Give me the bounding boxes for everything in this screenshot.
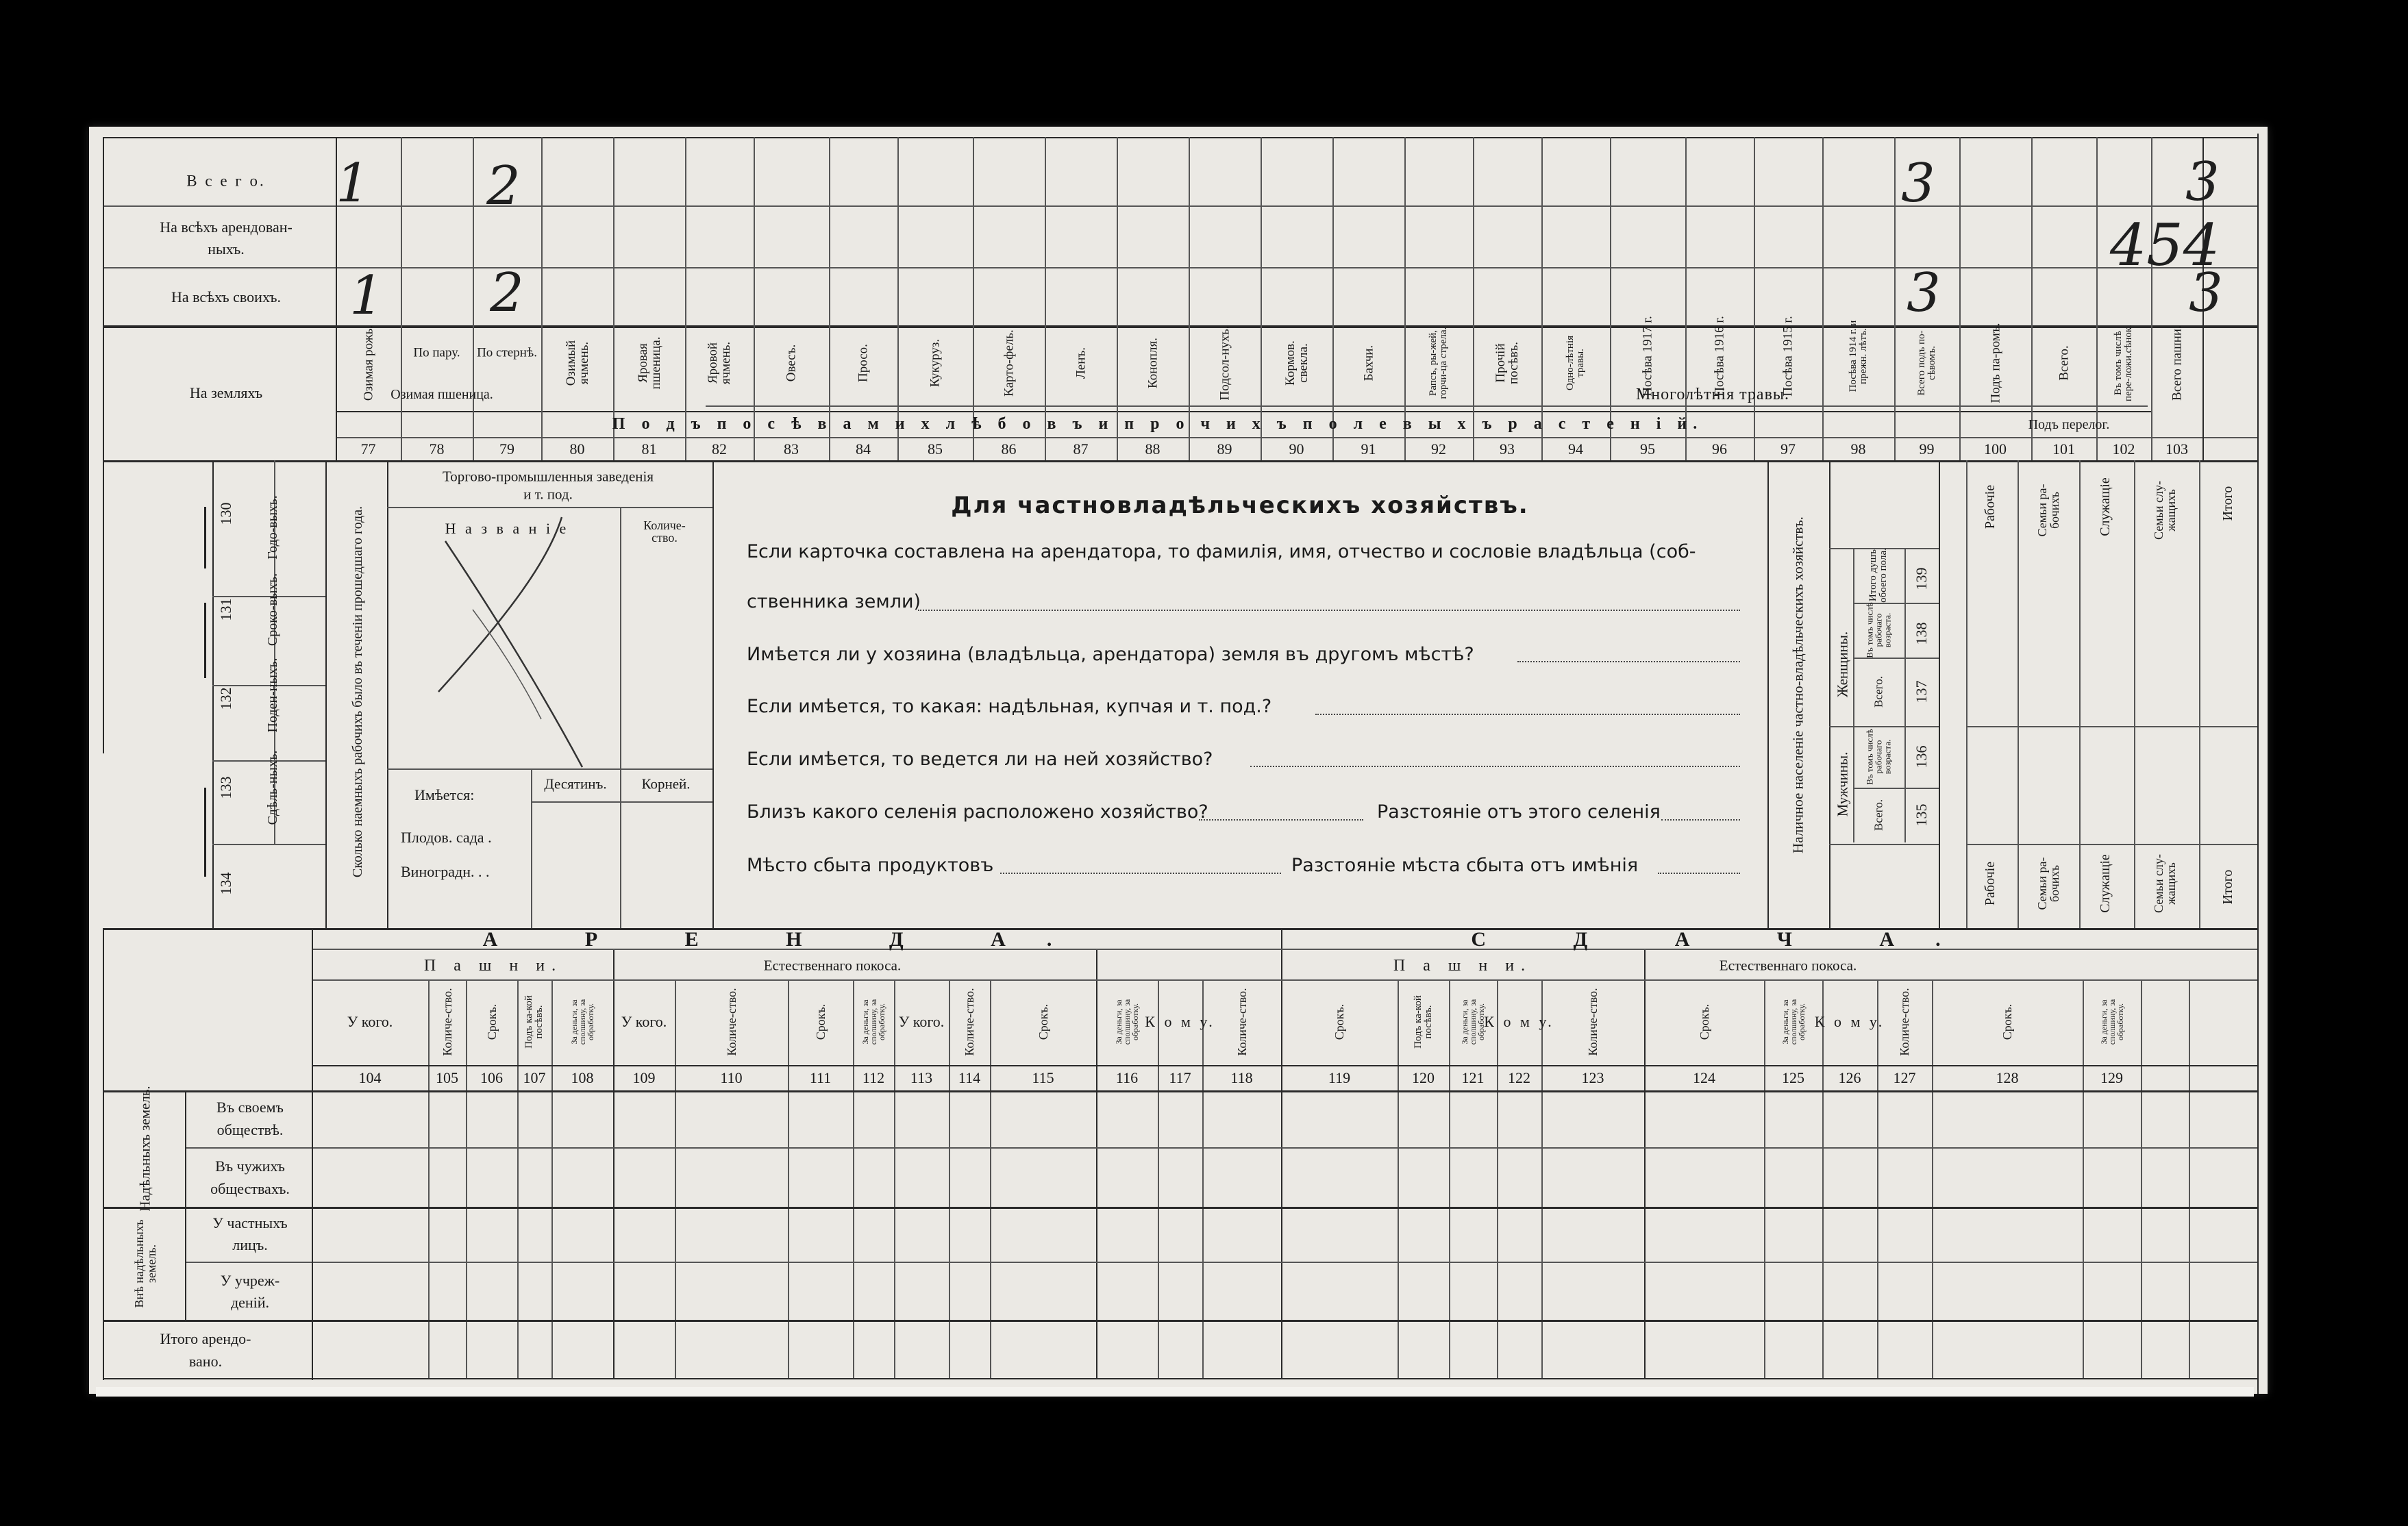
- hw-margin-number: 454: [2109, 212, 2220, 279]
- arenda-col-number: 129: [2100, 1069, 2123, 1086]
- pop-semi-sluzh-top: Семьи слу-жащихъ: [2152, 481, 2178, 540]
- col-number: 103: [2165, 440, 2188, 458]
- torg-nazvanie: Н а з в а н і е: [445, 520, 569, 537]
- col-number: 93: [1500, 440, 1515, 458]
- crop-header: Прочій посѣвъ.: [1493, 342, 1521, 384]
- crop-header: Ленъ.: [1073, 347, 1088, 379]
- pop-semi-rab-top: Семьи ра-бочихъ: [2035, 484, 2061, 537]
- private-title: Для частновладѣльческихъ хозяйствъ.: [951, 492, 1529, 519]
- col-divider: [1261, 137, 1262, 460]
- arenda-col-number: 127: [1893, 1069, 1916, 1086]
- torg-plodov: Плодов. сада .: [401, 829, 492, 846]
- pop-vtom2: Въ томъ числѣ рабочаго возраста.: [1864, 602, 1893, 658]
- arenda-col-header: Количе-ство.: [963, 988, 976, 1056]
- col-divider: [1541, 979, 1543, 1378]
- crop-header: Яровая пшеница.: [635, 336, 663, 390]
- row-label-arend-2: ныхъ.: [208, 240, 245, 258]
- band-arenda: А Р Е Н Д А.: [482, 928, 1093, 951]
- row-v-chuzh-b: обществахъ.: [210, 1180, 290, 1197]
- hw-svoikh-77: 1: [349, 265, 384, 327]
- arenda-group-pashni: П а ш н и.: [423, 957, 563, 975]
- col-divider: [1404, 137, 1406, 460]
- row-u-chast-b: лицъ.: [232, 1236, 268, 1253]
- crop-header: Конопля.: [1145, 337, 1160, 389]
- row-v-chuzh-a: Въ чужихъ: [215, 1158, 285, 1175]
- row-label-svoikh: На всѣхъ своихъ.: [171, 288, 281, 305]
- row-nadel: Надѣльныхъ земель.: [136, 1086, 153, 1212]
- col-divider: [2096, 137, 2098, 460]
- col-divider: [829, 137, 830, 460]
- private-q5a: Близъ какого селенія расположено хозяйство?: [747, 801, 1208, 823]
- crop-header: Кормов. свекла.: [1282, 340, 1311, 386]
- row-u-chast-a: У частныхъ: [212, 1214, 288, 1231]
- private-q1a: Если карточка составлена на арендатора, то фамилія, имя, отчество и сословіе владѣльца (соб-: [747, 541, 1696, 562]
- col-divider: [541, 137, 543, 460]
- hw-svoikh-98: 3: [1907, 262, 1941, 324]
- sub-perelog: Подъ перелог.: [2028, 417, 2110, 432]
- col-divider: [1894, 137, 1896, 460]
- col-sdel: Сдѣль-ныхъ.: [265, 750, 280, 825]
- col-divider: [1202, 979, 1204, 1378]
- pop-itogo-bot: Итого: [2220, 869, 2235, 905]
- hw-vsego-77: 1: [336, 153, 370, 214]
- torg-imeetsya: Имѣется:: [414, 786, 475, 803]
- row-label-arend-1: На всѣхъ арендован-: [160, 218, 293, 236]
- row-itogo-b: вано.: [188, 1353, 223, 1370]
- col-number: 96: [1712, 440, 1727, 458]
- hw-vsego-98: 3: [1901, 153, 1935, 214]
- hw-vsego-79: 2: [486, 155, 521, 217]
- crop-header: Подсол-нухъ.: [1217, 325, 1232, 401]
- arenda-col-number: 115: [1032, 1069, 1054, 1086]
- row-vne-nadel: Внѣ надѣльныхъ земель.: [132, 1219, 158, 1308]
- crop-header: Всего.: [2057, 345, 2071, 381]
- sub-mnogoletnie: Многолѣтнія травы.: [1635, 386, 1790, 403]
- col-divider: [2189, 979, 2190, 1378]
- col-divider: [1610, 137, 1611, 460]
- torg-title-1: Торгово-промышленныя заведенія: [443, 468, 654, 485]
- num-136: 136: [1913, 745, 1930, 768]
- crop-header: Въ томъ числѣ пере-ложи.сѣнок.: [2113, 325, 2134, 401]
- row-v-svoem-b: обществѣ.: [216, 1121, 284, 1138]
- arenda-col-header: Количе-ство.: [1586, 988, 1600, 1056]
- col-number: 82: [712, 440, 727, 458]
- pop-rabochie-bot: Рабочіе: [1983, 861, 1998, 906]
- arenda-col-header: Срокъ.: [2000, 1003, 2014, 1040]
- row-u-uchr-a: У учреж-: [220, 1272, 280, 1289]
- torg-title-2: и т. под.: [523, 486, 573, 503]
- col-number: 81: [641, 440, 657, 458]
- arenda-col-header: У кого.: [621, 1013, 667, 1030]
- arenda-col-header: Подъ ка-кой посѣвъ.: [1412, 995, 1434, 1049]
- num-134: 134: [217, 872, 234, 895]
- arenda-col-number: 110: [720, 1069, 743, 1086]
- col-divider: [2031, 137, 2033, 460]
- col-divider: [551, 979, 553, 1378]
- col-number: 94: [1568, 440, 1583, 458]
- private-q6a: Мѣсто сбыта продуктовъ: [747, 855, 994, 876]
- hw-svoikh-103: 3: [2189, 262, 2223, 324]
- arenda-group-pokos: Естественнаго покоса.: [763, 957, 902, 974]
- row-u-uchr-b: деній.: [230, 1294, 270, 1311]
- arenda-col-header: Количе-ство.: [1234, 988, 1249, 1056]
- torg-korney: Корней.: [641, 775, 691, 792]
- row-label-vsego: В с е г о.: [186, 172, 266, 190]
- arenda-col-header: За деньги, за сполшину, за обработку.: [860, 999, 886, 1045]
- arenda-col-header: У кого.: [898, 1013, 945, 1030]
- col-divider: [517, 979, 519, 1378]
- pop-sluzh-bot: Служащіе: [2098, 854, 2113, 913]
- arenda-col-header: Срокъ.: [484, 1003, 499, 1040]
- private-q6b: Разстояніе мѣста сбыта отъ имѣнія: [1291, 855, 1639, 876]
- arenda-col-number: 119: [1328, 1069, 1351, 1086]
- num-130: 130: [217, 502, 234, 525]
- col-divider: [1332, 137, 1334, 460]
- crop-header: Карто-фель.: [1002, 329, 1016, 397]
- arenda-col-header: Срокъ.: [1697, 1003, 1711, 1040]
- arenda-group-pokos: Естественнаго покоса.: [1719, 957, 1857, 974]
- col-divider: [1117, 137, 1118, 460]
- col-divider: [853, 979, 854, 1378]
- col-number: 86: [1001, 440, 1017, 458]
- arenda-col-header: Количе-ство.: [724, 988, 738, 1056]
- arenda-col-header: Срокъ.: [813, 1003, 828, 1040]
- col-divider: [401, 137, 402, 460]
- col-number: 89: [1217, 440, 1232, 458]
- crop-header: Бахчи.: [1361, 345, 1376, 382]
- col-number: 99: [1919, 440, 1935, 458]
- arenda-col-number: 118: [1230, 1069, 1253, 1086]
- crop-header: Озимый ячмень.: [563, 340, 591, 386]
- crop-header: Овесъ.: [784, 344, 799, 382]
- arenda-group-pashni: П а ш н и.: [1393, 957, 1532, 975]
- col-divider: [2141, 979, 2142, 1378]
- arenda-col-number: 121: [1461, 1069, 1485, 1086]
- crop-header: Всего пашни.: [2170, 325, 2184, 401]
- private-q2: Имѣется ли у хозяина (владѣльца, арендатора) земля въ другомъ мѣстѣ?: [747, 644, 1474, 665]
- col-number: 97: [1780, 440, 1796, 458]
- col-number: 91: [1361, 440, 1376, 458]
- num-133: 133: [217, 776, 234, 799]
- arenda-col-number: 107: [523, 1069, 546, 1086]
- num-137: 137: [1913, 680, 1930, 703]
- cross-mark: [411, 507, 617, 781]
- col-divider: [754, 137, 755, 460]
- pop-vtom1: Въ томъ числѣ рабочаго возраста.: [1864, 729, 1893, 785]
- col-divider: [949, 979, 950, 1378]
- col-divider: [2257, 928, 2259, 1378]
- arenda-col-header: За деньги, за сполшину, за обработку.: [1460, 999, 1486, 1045]
- pop-muzhchiny: Мужчины.: [1834, 751, 1851, 817]
- col-number: 80: [569, 440, 585, 458]
- card-edge: [96, 1387, 2254, 1397]
- crop-header: Посѣва 1914 г. и прежн. лѣтъ.: [1847, 320, 1869, 392]
- arenda-col-number: 120: [1412, 1069, 1435, 1086]
- crop-header: Подъ па-ромъ.: [1988, 323, 2002, 403]
- num-132: 132: [217, 687, 234, 710]
- row-itogo-a: Итого арендо-: [160, 1330, 251, 1347]
- private-q4: Если имѣется, то ведется ли на ней хозяйство?: [747, 749, 1213, 770]
- arenda-col-header: За деньги, за сполшину, за обработку.: [569, 999, 595, 1045]
- num-135: 135: [1913, 803, 1930, 827]
- crop-header: По стернѣ.: [477, 345, 537, 360]
- col-divider: [1822, 137, 1824, 460]
- col-number: 85: [928, 440, 943, 458]
- private-q5b: Разстояніе отъ этого селенія: [1377, 801, 1661, 823]
- arenda-col-header: За деньги, за сполшину, за обработку.: [2098, 999, 2125, 1045]
- col-divider: [1449, 979, 1450, 1378]
- arenda-col-number: 106: [480, 1069, 503, 1086]
- crop-header: Просо.: [856, 344, 871, 382]
- col-number: 78: [429, 440, 445, 458]
- col-number: 79: [499, 440, 514, 458]
- arenda-col-header: Срокъ.: [1332, 1003, 1346, 1040]
- col-divider: [1754, 137, 1755, 460]
- arenda-col-header: К о м у.: [1814, 1013, 1885, 1030]
- col-divider: [2083, 979, 2084, 1378]
- col-divider: [428, 979, 430, 1378]
- num-131: 131: [217, 598, 234, 621]
- col-divider: [788, 979, 789, 1378]
- pop-itogo-top: Итого: [2220, 486, 2235, 521]
- arenda-col-header: Срокъ.: [1036, 1003, 1050, 1040]
- private-q3: Если имѣется, то какая: надѣльная, купчая и т. под.?: [747, 696, 1272, 717]
- num-139: 139: [1913, 567, 1930, 590]
- col-skolko: Сколько наемныхъ рабочихъ было въ теченіи прошедшаго года.: [350, 505, 365, 878]
- col-divider: [1644, 949, 1646, 1378]
- col-divider: [466, 979, 467, 1378]
- crop-header: Посѣва 1916 г.: [1712, 316, 1727, 397]
- arenda-col-number: 112: [862, 1069, 885, 1086]
- col-divider: [1497, 979, 1498, 1378]
- arenda-col-number: 111: [809, 1069, 832, 1086]
- crop-header: Одно-лѣтнія травы.: [1565, 335, 1586, 391]
- col-number: 83: [784, 440, 799, 458]
- arenda-col-number: 124: [1693, 1069, 1715, 1086]
- arenda-col-number: 104: [358, 1069, 382, 1086]
- col-divider: [1189, 137, 1190, 460]
- arenda-col-header: За деньги, за сполшину, за обработку.: [1114, 999, 1140, 1045]
- arenda-col-header: Количе-ство.: [1898, 988, 1911, 1056]
- arenda-col-number: 128: [1996, 1069, 2019, 1086]
- col-divider: [1822, 979, 1824, 1378]
- hw-vsego-103: 3: [2185, 151, 2220, 213]
- crop-header: Посѣва 1917 г.: [1640, 316, 1655, 397]
- pop-title: Наличное населеніе частно-владѣльческихъ хозяйствъ.: [1789, 516, 1807, 853]
- col-number: 87: [1073, 440, 1089, 458]
- col-divider: [894, 979, 895, 1378]
- col-number: 84: [856, 440, 871, 458]
- row-v-svoem-a: Въ своемъ: [216, 1099, 284, 1116]
- col-number: 90: [1289, 440, 1304, 458]
- col-number: 88: [1145, 440, 1160, 458]
- arenda-col-header: За деньги, за сполшину, за обработку.: [1780, 999, 1807, 1045]
- col-divider: [1473, 137, 1474, 460]
- arenda-col-header: Количе-ство.: [440, 988, 454, 1056]
- crop-header: Всего подъ по-сѣвомъ.: [1915, 330, 1937, 396]
- num-138: 138: [1913, 622, 1930, 645]
- col-divider: [1685, 137, 1687, 460]
- hw-svoikh-79: 2: [490, 262, 524, 324]
- col-divider: [973, 137, 974, 460]
- col-number: 77: [360, 440, 376, 458]
- col-divider: [1398, 979, 1399, 1378]
- crop-header: Кукуруз.: [928, 338, 943, 388]
- col-divider: [1158, 979, 1159, 1378]
- col-srok: Сроко-выхъ.: [265, 573, 280, 647]
- col-number: 101: [2052, 440, 2075, 458]
- pop-itogo-dush: Итого душъ обоего пола.: [1867, 548, 1889, 603]
- torg-kolichestvo: Количе-ство.: [643, 518, 686, 545]
- crop-header: По пару.: [413, 345, 460, 360]
- pop-zhenshchiny: Женщины.: [1834, 631, 1851, 698]
- arenda-col-number: 122: [1508, 1069, 1530, 1086]
- arenda-col-number: 108: [571, 1069, 594, 1086]
- private-q1b: ственника земли): [747, 591, 921, 612]
- col-number: 98: [1850, 440, 1866, 458]
- arenda-col-number: 109: [632, 1069, 656, 1086]
- arenda-col-number: 114: [958, 1069, 981, 1086]
- arenda-col-number: 126: [1838, 1069, 1861, 1086]
- col-divider: [1877, 979, 1878, 1378]
- row-label-na-zemlyakh: На земляхъ: [189, 384, 263, 401]
- arenda-col-header: К о м у.: [1145, 1013, 1215, 1030]
- arenda-col-number: 123: [1581, 1069, 1604, 1086]
- col-divider: [675, 979, 676, 1378]
- arenda-col-number: 116: [1115, 1069, 1139, 1086]
- pop-semi-rab-bot: Семьи ра-бочихъ: [2035, 857, 2061, 910]
- arenda-col-number: 105: [436, 1069, 458, 1086]
- arenda-col-header: Подъ ка-кой посѣвъ.: [523, 995, 545, 1049]
- arenda-col-number: 117: [1169, 1069, 1191, 1086]
- col-number: 100: [1984, 440, 2007, 458]
- col-number: 102: [2112, 440, 2135, 458]
- crop-header: Рапсъ, ры-жей, горчи-ца стрела.: [1428, 327, 1449, 399]
- pop-semi-sluzh-bot: Семьи слу-жащихъ: [2152, 854, 2178, 913]
- crop-header: Озимая рожь.: [361, 325, 375, 401]
- col-divider: [1959, 137, 1961, 460]
- pop-vsego2: Всего.: [1872, 676, 1885, 708]
- crop-header: Яровой ячмень.: [706, 341, 733, 385]
- col-divider: [2151, 137, 2152, 460]
- col-divider: [1281, 928, 1282, 1378]
- col-divider: [1932, 979, 1933, 1378]
- arenda-col-header: К о м у.: [1484, 1013, 1554, 1030]
- col-divider: [685, 137, 686, 460]
- col-divider: [1764, 979, 1765, 1378]
- torg-vinogradn: Виноградн. . .: [401, 863, 490, 880]
- col-divider: [1045, 137, 1046, 460]
- arenda-col-number: 113: [910, 1069, 933, 1086]
- col-divider: [1096, 949, 1097, 1378]
- pop-sluzh-top: Служащіе: [2098, 477, 2113, 536]
- pop-rabochie-top: Рабочіе: [1983, 484, 1998, 529]
- band-sdacha: С Д А Ч А.: [1471, 928, 1982, 951]
- arenda-col-header: У кого.: [347, 1013, 393, 1030]
- torg-desyatin: Десятинъ.: [544, 775, 607, 792]
- col-number: 95: [1640, 440, 1655, 458]
- pop-vsego1: Всего.: [1872, 799, 1885, 831]
- col-divider: [897, 137, 899, 460]
- col-divider: [990, 979, 991, 1378]
- col-divider: [1541, 137, 1543, 460]
- band-posevy: П о д ъ п о с ѣ в а м и х л ѣ б о в ъ и п р о ч и х ъ п о л е в ы х ъ р а с т е н і й.: [612, 415, 1704, 433]
- col-number: 92: [1431, 440, 1446, 458]
- col-poden: Поден-ныхъ.: [265, 658, 280, 733]
- arenda-col-number: 125: [1782, 1069, 1804, 1086]
- col-divider: [613, 137, 615, 460]
- sub-ozimaya-pshenitsa: Озимая пшеница.: [390, 387, 493, 402]
- col-divider: [613, 949, 615, 1378]
- col-god: Годо-выхъ.: [265, 495, 280, 560]
- col-divider: [473, 137, 474, 460]
- crop-header: Посѣва 1915 г.: [1780, 316, 1796, 397]
